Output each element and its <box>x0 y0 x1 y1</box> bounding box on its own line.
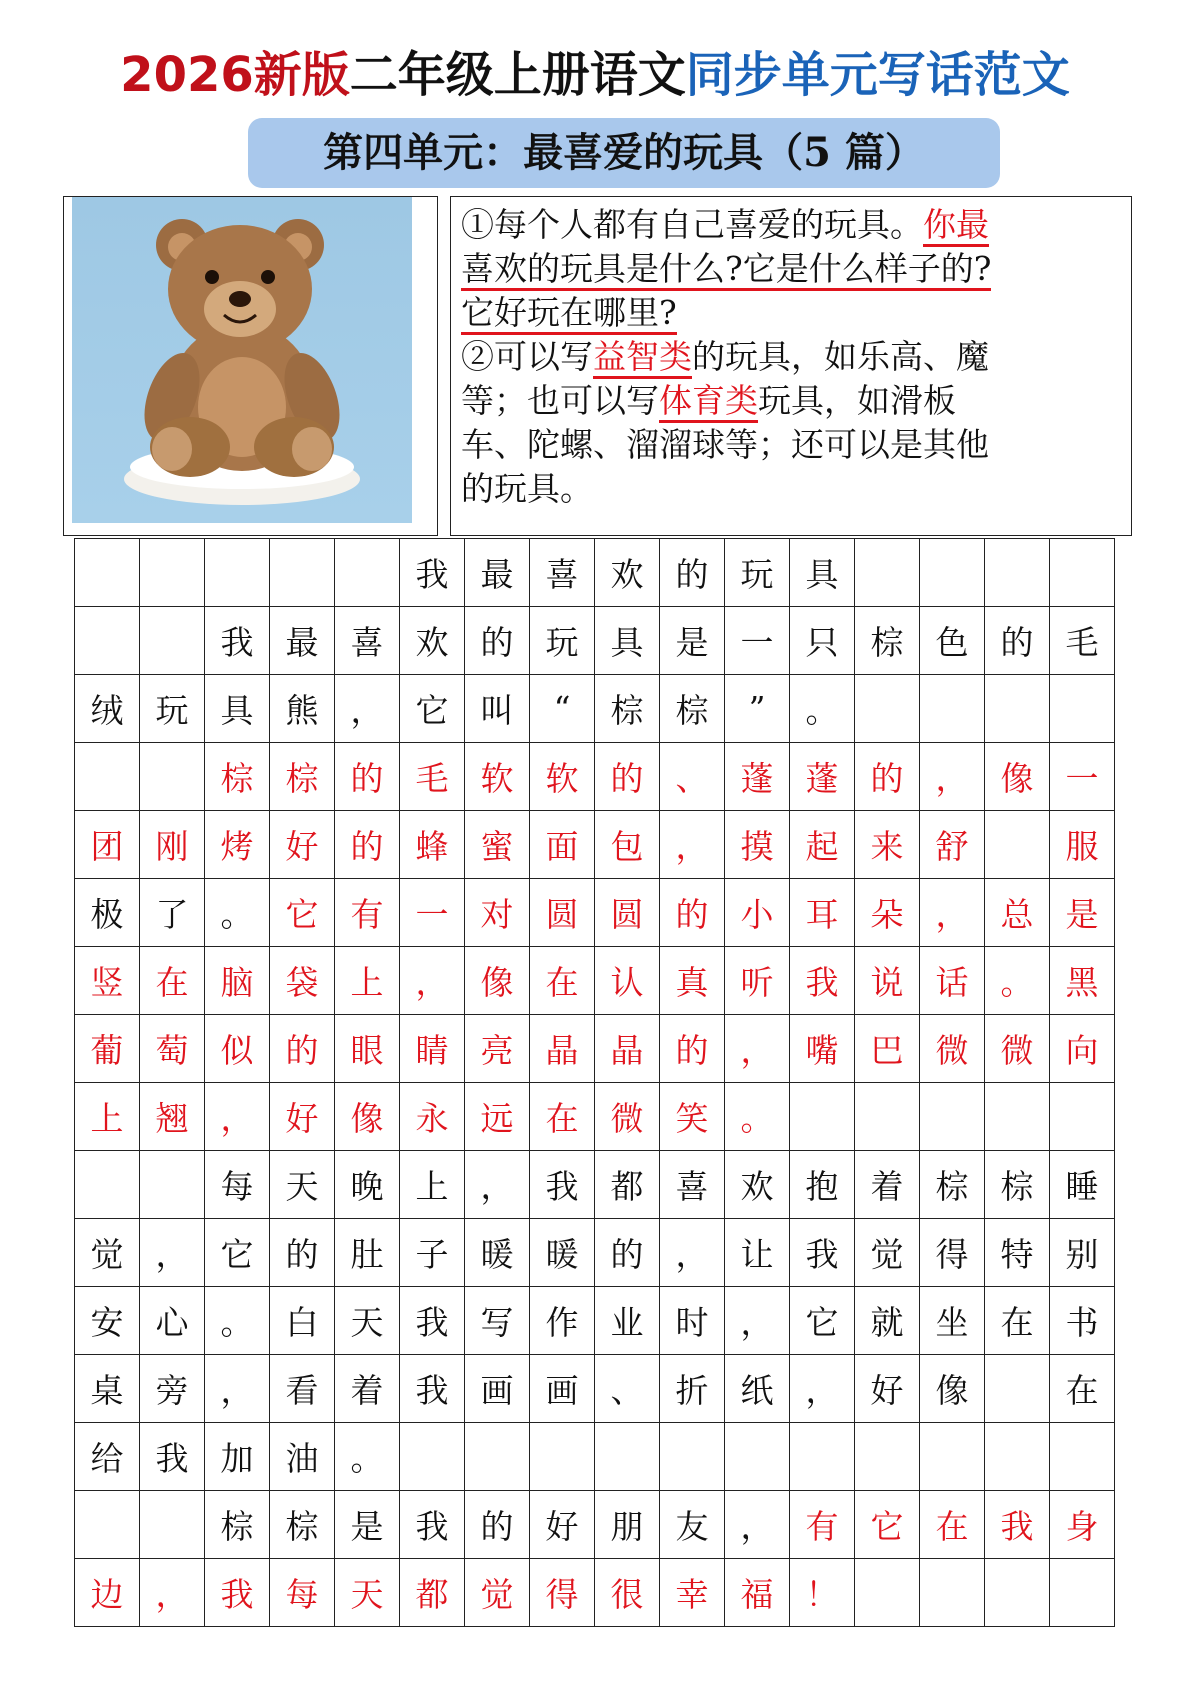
grid-cell: 加 <box>205 1423 270 1491</box>
grid-cell: 耳 <box>790 879 855 947</box>
grid-cell: 在 <box>140 947 205 1015</box>
grid-cell: 幸 <box>660 1559 725 1627</box>
grid-cell <box>1050 1083 1115 1151</box>
photo-frame <box>63 196 438 536</box>
grid-cell: 的 <box>595 1219 660 1287</box>
grid-cell: 是 <box>660 607 725 675</box>
grid-cell: 最 <box>270 607 335 675</box>
grid-cell: 向 <box>1050 1015 1115 1083</box>
grid-cell: 天 <box>335 1287 400 1355</box>
grid-cell: 熊 <box>270 675 335 743</box>
essay-grid-row <box>75 1559 1115 1627</box>
grid-cell: 都 <box>595 1151 660 1219</box>
grid-cell: 时 <box>660 1287 725 1355</box>
grid-cell: 欢 <box>400 607 465 675</box>
grid-cell: 在 <box>530 1083 595 1151</box>
grid-cell: 纸 <box>725 1355 790 1423</box>
essay-grid-row <box>75 879 1115 947</box>
grid-cell: 软 <box>465 743 530 811</box>
grid-cell: 上 <box>335 947 400 1015</box>
grid-cell: 黑 <box>1050 947 1115 1015</box>
grid-cell <box>985 675 1050 743</box>
grid-cell <box>205 539 270 607</box>
grid-cell: 毛 <box>1050 607 1115 675</box>
grid-cell: 我 <box>400 1355 465 1423</box>
grid-cell: 。 <box>335 1423 400 1491</box>
grid-cell: 棕 <box>270 743 335 811</box>
essay-title-char: 具 <box>790 539 855 607</box>
grid-cell <box>140 539 205 607</box>
grid-cell: 是 <box>1050 879 1115 947</box>
grid-cell <box>920 539 985 607</box>
grid-cell: 友 <box>660 1491 725 1559</box>
grid-cell: 着 <box>855 1151 920 1219</box>
grid-cell: 画 <box>465 1355 530 1423</box>
grid-cell: 烤 <box>205 811 270 879</box>
essay-grid-row <box>75 1015 1115 1083</box>
grid-cell: 每 <box>270 1559 335 1627</box>
grid-cell <box>920 1559 985 1627</box>
essay-grid-row <box>75 675 1115 743</box>
grid-cell: 我 <box>205 607 270 675</box>
grid-cell: 的 <box>985 607 1050 675</box>
grid-cell: 觉 <box>465 1559 530 1627</box>
grid-cell: 棕 <box>920 1151 985 1219</box>
grid-cell: 好 <box>270 1083 335 1151</box>
grid-cell: 来 <box>855 811 920 879</box>
grid-cell: 觉 <box>855 1219 920 1287</box>
prompt-text: 的玩具，如乐高、魔 <box>692 337 989 376</box>
grid-cell <box>985 1083 1050 1151</box>
grid-cell: 脑 <box>205 947 270 1015</box>
prompt-line-7: 的玩具。 <box>461 469 593 508</box>
prompt-question: 喜欢的玩具是什么?它是什么样子的? <box>461 249 991 291</box>
grid-cell <box>1050 675 1115 743</box>
grid-cell: 是 <box>335 1491 400 1559</box>
grid-cell: 了 <box>140 879 205 947</box>
grid-cell: 蜜 <box>465 811 530 879</box>
grid-cell: 亮 <box>465 1015 530 1083</box>
essay-title-char: 欢 <box>595 539 660 607</box>
grid-cell: 似 <box>205 1015 270 1083</box>
essay-grid-row <box>75 1491 1115 1559</box>
writing-prompt <box>450 196 1132 536</box>
grid-cell: ， <box>400 947 465 1015</box>
unit-banner: 第四单元：最喜爱的玩具（5 篇） <box>248 118 1000 188</box>
essay-writing-grid <box>74 538 1115 1627</box>
prompt-line-3 <box>461 293 677 333</box>
grid-cell: 我 <box>530 1151 595 1219</box>
prompt-line-5 <box>461 381 956 421</box>
grid-cell: ， <box>205 1355 270 1423</box>
grid-cell: 折 <box>660 1355 725 1423</box>
prompt-line-1 <box>461 205 989 245</box>
grid-cell <box>985 1559 1050 1627</box>
grid-cell: 小 <box>725 879 790 947</box>
grid-cell: 像 <box>335 1083 400 1151</box>
grid-cell: 着 <box>335 1355 400 1423</box>
grid-cell: 写 <box>465 1287 530 1355</box>
prompt-line-6: 车、陀螺、溜溜球等；还可以是其他 <box>461 425 989 464</box>
grid-cell: 嘴 <box>790 1015 855 1083</box>
grid-cell: 具 <box>205 675 270 743</box>
prompt-line-4 <box>461 337 989 377</box>
grid-cell: 肚 <box>335 1219 400 1287</box>
grid-cell <box>855 1559 920 1627</box>
grid-cell: 笑 <box>660 1083 725 1151</box>
grid-cell: 棕 <box>205 1491 270 1559</box>
grid-cell: 摸 <box>725 811 790 879</box>
grid-cell <box>75 607 140 675</box>
grid-cell <box>140 607 205 675</box>
essay-grid-row <box>75 607 1115 675</box>
grid-cell: 天 <box>335 1559 400 1627</box>
grid-cell: 翘 <box>140 1083 205 1151</box>
essay-title-char: 玩 <box>725 539 790 607</box>
grid-cell: 朋 <box>595 1491 660 1559</box>
grid-cell <box>530 1423 595 1491</box>
grid-cell: 绒 <box>75 675 140 743</box>
grid-cell <box>985 1423 1050 1491</box>
prompt-keyword: 益智类 <box>593 337 692 379</box>
essay-title-char: 我 <box>400 539 465 607</box>
grid-cell: 一 <box>725 607 790 675</box>
grid-cell: 它 <box>205 1219 270 1287</box>
grid-cell <box>1050 539 1115 607</box>
grid-cell: 在 <box>985 1287 1050 1355</box>
grid-cell: 软 <box>530 743 595 811</box>
grid-cell: 说 <box>855 947 920 1015</box>
grid-cell <box>465 1423 530 1491</box>
grid-cell: 只 <box>790 607 855 675</box>
essay-grid-row <box>75 1355 1115 1423</box>
grid-cell: 睛 <box>400 1015 465 1083</box>
grid-cell: 眼 <box>335 1015 400 1083</box>
grid-cell: 油 <box>270 1423 335 1491</box>
grid-cell: 像 <box>985 743 1050 811</box>
grid-cell: 棕 <box>205 743 270 811</box>
grid-cell: 蓬 <box>790 743 855 811</box>
grid-cell <box>920 675 985 743</box>
essay-title-row <box>75 539 1115 607</box>
grid-cell: 棕 <box>270 1491 335 1559</box>
grid-cell: 、 <box>595 1355 660 1423</box>
prompt-line-2 <box>461 249 991 289</box>
grid-cell: ， <box>335 675 400 743</box>
grid-cell: 服 <box>1050 811 1115 879</box>
grid-cell: 总 <box>985 879 1050 947</box>
grid-cell <box>790 1423 855 1491</box>
grid-cell: 书 <box>1050 1287 1115 1355</box>
grid-cell: 玩 <box>140 675 205 743</box>
grid-cell: 一 <box>1050 743 1115 811</box>
grid-cell <box>790 1083 855 1151</box>
essay-title-char: 的 <box>660 539 725 607</box>
grid-cell <box>1050 1423 1115 1491</box>
grid-cell: 起 <box>790 811 855 879</box>
page-title <box>0 40 1190 110</box>
grid-cell: 看 <box>270 1355 335 1423</box>
grid-cell: 玩 <box>530 607 595 675</box>
grid-cell: 的 <box>335 811 400 879</box>
grid-cell: 很 <box>595 1559 660 1627</box>
grid-cell: 。 <box>725 1083 790 1151</box>
grid-cell: 暖 <box>465 1219 530 1287</box>
grid-cell: 我 <box>985 1491 1050 1559</box>
grid-cell: 朵 <box>855 879 920 947</box>
grid-cell: 晶 <box>595 1015 660 1083</box>
grid-cell: 抱 <box>790 1151 855 1219</box>
grid-cell: 喜 <box>660 1151 725 1219</box>
grid-cell <box>140 1491 205 1559</box>
grid-cell: 好 <box>530 1491 595 1559</box>
essay-title-char: 最 <box>465 539 530 607</box>
grid-cell: 有 <box>335 879 400 947</box>
grid-cell: 它 <box>790 1287 855 1355</box>
grid-cell <box>270 539 335 607</box>
grid-cell: 像 <box>920 1355 985 1423</box>
grid-cell: 。 <box>985 947 1050 1015</box>
grid-cell <box>140 743 205 811</box>
grid-cell: 上 <box>400 1151 465 1219</box>
grid-cell: 白 <box>270 1287 335 1355</box>
prompt-text: 玩具，如滑板 <box>758 381 956 420</box>
grid-cell: 圆 <box>595 879 660 947</box>
grid-cell: 微 <box>985 1015 1050 1083</box>
essay-grid-row <box>75 1219 1115 1287</box>
grid-cell: ， <box>920 879 985 947</box>
grid-cell: 在 <box>530 947 595 1015</box>
grid-cell <box>725 1423 790 1491</box>
grid-cell: 有 <box>790 1491 855 1559</box>
grid-cell: 每 <box>205 1151 270 1219</box>
grid-cell: 让 <box>725 1219 790 1287</box>
grid-cell <box>400 1423 465 1491</box>
grid-cell: 叫 <box>465 675 530 743</box>
grid-cell: 、 <box>660 743 725 811</box>
grid-cell: 给 <box>75 1423 140 1491</box>
grid-cell: “ <box>530 675 595 743</box>
essay-grid-row <box>75 1083 1115 1151</box>
grid-cell: 的 <box>270 1015 335 1083</box>
grid-cell: 边 <box>75 1559 140 1627</box>
grid-cell: 萄 <box>140 1015 205 1083</box>
grid-cell: 认 <box>595 947 660 1015</box>
prompt-question: 它好玩在哪里? <box>461 293 677 335</box>
grid-cell: 特 <box>985 1219 1050 1287</box>
grid-cell: 的 <box>660 879 725 947</box>
grid-cell: 棕 <box>985 1151 1050 1219</box>
grid-cell: 我 <box>400 1491 465 1559</box>
grid-cell: 远 <box>465 1083 530 1151</box>
grid-cell: 一 <box>400 879 465 947</box>
grid-cell <box>75 1151 140 1219</box>
grid-cell: 欢 <box>725 1151 790 1219</box>
grid-cell: ， <box>660 1219 725 1287</box>
grid-cell: 都 <box>400 1559 465 1627</box>
essay-grid-row <box>75 1151 1115 1219</box>
grid-cell: ， <box>725 1491 790 1559</box>
grid-cell: 旁 <box>140 1355 205 1423</box>
grid-cell: 觉 <box>75 1219 140 1287</box>
grid-cell: ， <box>465 1151 530 1219</box>
grid-cell: 棕 <box>855 607 920 675</box>
grid-cell: 心 <box>140 1287 205 1355</box>
grid-cell: 刚 <box>140 811 205 879</box>
grid-cell: ， <box>140 1219 205 1287</box>
grid-cell: 在 <box>920 1491 985 1559</box>
grid-cell: 好 <box>270 811 335 879</box>
grid-cell <box>75 1491 140 1559</box>
prompt-text: ②可以写 <box>461 337 593 376</box>
essay-grid-row <box>75 947 1115 1015</box>
essay-grid-row <box>75 743 1115 811</box>
grid-cell: 微 <box>595 1083 660 1151</box>
grid-cell: 色 <box>920 607 985 675</box>
grid-cell: 它 <box>270 879 335 947</box>
teddy-bear-icon <box>72 197 412 523</box>
grid-cell <box>855 1423 920 1491</box>
grid-cell: 身 <box>1050 1491 1115 1559</box>
prompt-text: 等；也可以写 <box>461 381 659 420</box>
grid-cell: 葡 <box>75 1015 140 1083</box>
grid-cell <box>1050 1559 1115 1627</box>
grid-cell <box>595 1423 660 1491</box>
grid-cell: 。 <box>205 879 270 947</box>
grid-cell <box>75 743 140 811</box>
prompt-text: ①每个人都有自己喜爱的玩具。 <box>461 205 923 244</box>
prompt-keyword: 体育类 <box>659 381 758 423</box>
grid-cell: 包 <box>595 811 660 879</box>
grid-cell: 面 <box>530 811 595 879</box>
grid-cell: 永 <box>400 1083 465 1151</box>
grid-cell: 作 <box>530 1287 595 1355</box>
grid-cell: 。 <box>205 1287 270 1355</box>
grid-cell: 福 <box>725 1559 790 1627</box>
grid-cell: ， <box>790 1355 855 1423</box>
grid-cell <box>920 1423 985 1491</box>
title-grade-part: 二年级上册语文 <box>349 47 686 103</box>
grid-cell: ， <box>920 743 985 811</box>
grid-cell: 晶 <box>530 1015 595 1083</box>
grid-cell: 在 <box>1050 1355 1115 1423</box>
grid-cell: 的 <box>465 607 530 675</box>
grid-cell: 我 <box>400 1287 465 1355</box>
grid-cell <box>140 1151 205 1219</box>
grid-cell: 天 <box>270 1151 335 1219</box>
grid-cell: 喜 <box>335 607 400 675</box>
grid-cell: 我 <box>790 947 855 1015</box>
grid-cell: 我 <box>205 1559 270 1627</box>
grid-cell: 好 <box>855 1355 920 1423</box>
grid-cell: ！ <box>790 1559 855 1627</box>
grid-cell: 微 <box>920 1015 985 1083</box>
grid-cell: ” <box>725 675 790 743</box>
grid-cell: 团 <box>75 811 140 879</box>
grid-cell: 舒 <box>920 811 985 879</box>
grid-cell: 。 <box>790 675 855 743</box>
grid-cell <box>985 811 1050 879</box>
grid-cell: 的 <box>335 743 400 811</box>
grid-cell: 的 <box>595 743 660 811</box>
grid-cell: 毛 <box>400 743 465 811</box>
grid-cell: 的 <box>270 1219 335 1287</box>
grid-cell: 棕 <box>595 675 660 743</box>
grid-cell: 睡 <box>1050 1151 1115 1219</box>
grid-cell: 对 <box>465 879 530 947</box>
grid-cell: ， <box>140 1559 205 1627</box>
grid-cell: 话 <box>920 947 985 1015</box>
grid-cell: 巴 <box>855 1015 920 1083</box>
grid-cell: 蜂 <box>400 811 465 879</box>
grid-cell: 像 <box>465 947 530 1015</box>
grid-cell: 得 <box>530 1559 595 1627</box>
grid-cell: 就 <box>855 1287 920 1355</box>
grid-cell <box>855 539 920 607</box>
essay-grid-row <box>75 1423 1115 1491</box>
essay-grid-row <box>75 811 1115 879</box>
grid-cell: 的 <box>855 743 920 811</box>
grid-cell <box>335 539 400 607</box>
grid-cell <box>855 675 920 743</box>
essay-grid-row <box>75 1287 1115 1355</box>
teddy-bear-photo <box>72 197 412 523</box>
grid-cell: ， <box>660 811 725 879</box>
grid-cell: 我 <box>790 1219 855 1287</box>
grid-cell: 极 <box>75 879 140 947</box>
essay-title-char: 喜 <box>530 539 595 607</box>
grid-cell: 棕 <box>660 675 725 743</box>
grid-cell: 我 <box>140 1423 205 1491</box>
grid-cell: 别 <box>1050 1219 1115 1287</box>
grid-cell: ， <box>725 1015 790 1083</box>
grid-cell: 听 <box>725 947 790 1015</box>
grid-cell <box>985 1355 1050 1423</box>
grid-cell: 晚 <box>335 1151 400 1219</box>
grid-cell <box>855 1083 920 1151</box>
grid-cell: 暖 <box>530 1219 595 1287</box>
grid-cell: 具 <box>595 607 660 675</box>
grid-cell: 竖 <box>75 947 140 1015</box>
grid-cell <box>75 539 140 607</box>
grid-cell: ， <box>205 1083 270 1151</box>
grid-cell: 坐 <box>920 1287 985 1355</box>
grid-cell: 安 <box>75 1287 140 1355</box>
grid-cell: 袋 <box>270 947 335 1015</box>
title-topic-part: 同步单元写话范文 <box>685 47 1070 103</box>
grid-cell <box>985 539 1050 607</box>
prompt-question: 你最 <box>923 205 989 247</box>
grid-cell: 桌 <box>75 1355 140 1423</box>
grid-cell: 的 <box>465 1491 530 1559</box>
grid-cell <box>660 1423 725 1491</box>
grid-cell: 上 <box>75 1083 140 1151</box>
grid-cell: 蓬 <box>725 743 790 811</box>
grid-cell: 它 <box>855 1491 920 1559</box>
grid-cell: 画 <box>530 1355 595 1423</box>
grid-cell: ， <box>725 1287 790 1355</box>
grid-cell: 圆 <box>530 879 595 947</box>
grid-cell: 得 <box>920 1219 985 1287</box>
grid-cell: 真 <box>660 947 725 1015</box>
grid-cell: 子 <box>400 1219 465 1287</box>
grid-cell <box>920 1083 985 1151</box>
grid-cell: 它 <box>400 675 465 743</box>
title-year-part: 2026新版 <box>120 47 350 103</box>
grid-cell: 的 <box>660 1015 725 1083</box>
grid-cell: 业 <box>595 1287 660 1355</box>
